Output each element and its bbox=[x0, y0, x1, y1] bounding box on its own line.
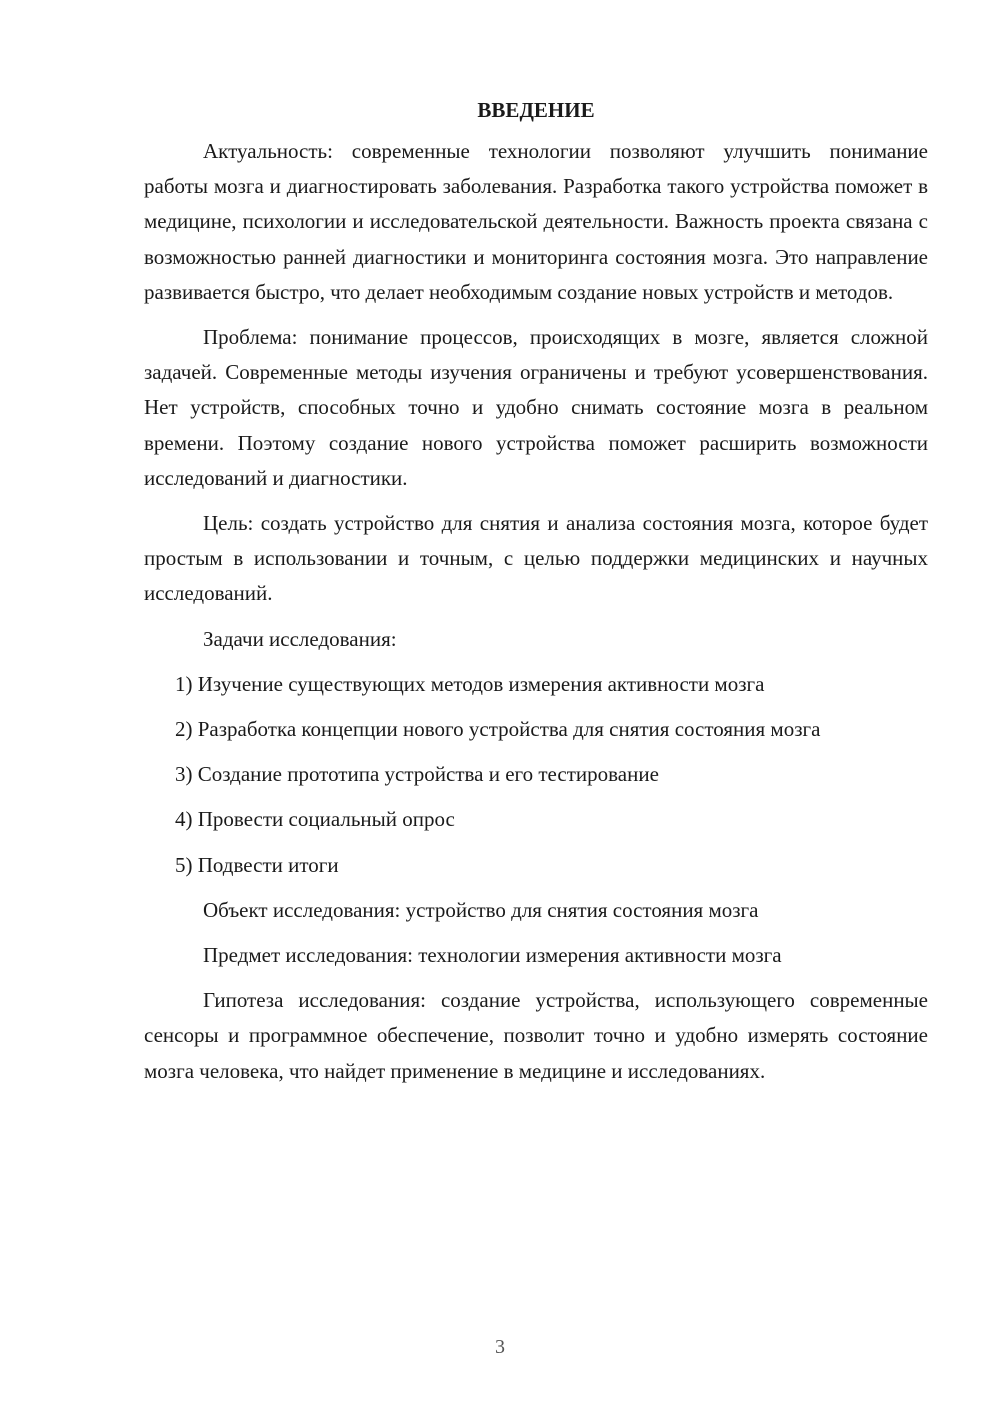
paragraph-problem: Проблема: понимание процессов, происходящих в мозге, является сложной задачей. Современные методы изучения ограничены и требуют усовершенствования. Нет устройств, способных точно и удобно снимать состояние мозга в реальном времени. Поэтому создание нового устройства поможет расширить возможности исследований и диагностики. bbox=[144, 325, 928, 490]
page-title: ВВЕДЕНИЕ bbox=[477, 98, 595, 122]
paragraph-relevance: Актуальность: современные технологии позволяют улучшить понимание работы мозга и диагностировать заболевания. Разработка такого устройства поможет в медицине, психологии и исследовательской деятельности. Важность проекта связана с возможностью ранней диагностики и мониторинга состояния мозга. Это направление развивается быстро, что делает необходимым создание новых устройств и методов. bbox=[144, 139, 928, 304]
task-item-4: 4) Провести социальный опрос bbox=[175, 807, 455, 832]
paragraph-subject: Предмет исследования: технологии измерения активности мозга bbox=[203, 943, 782, 968]
task-item-1: 1) Изучение существующих методов измерения активности мозга bbox=[175, 671, 765, 696]
task-item-5: 5) Подвести итоги bbox=[175, 852, 339, 877]
task-item-2: 2) Разработка концепции нового устройства для снятия состояния мозга bbox=[175, 717, 821, 742]
tasks-heading: Задачи исследования: bbox=[203, 626, 397, 651]
document-page bbox=[144, 96, 928, 1316]
task-item-3: 3) Создание прототипа устройства и его тестирование bbox=[175, 762, 659, 787]
page-number: 3 bbox=[495, 1336, 505, 1358]
paragraph-object: Объект исследования: устройство для снятия состояния мозга bbox=[203, 897, 759, 922]
paragraph-goal: Цель: создать устройство для снятия и анализа состояния мозга, которое будет простым в использовании и точным, с целью поддержки медицинских и научных исследований. bbox=[144, 511, 928, 606]
paragraph-hypothesis: Гипотеза исследования: создание устройства, использующего современные сенсоры и программное обеспечение, позволит точно и удобно измерять состояние мозга человека, что найдет применение в медицине и исследованиях. bbox=[144, 988, 928, 1083]
